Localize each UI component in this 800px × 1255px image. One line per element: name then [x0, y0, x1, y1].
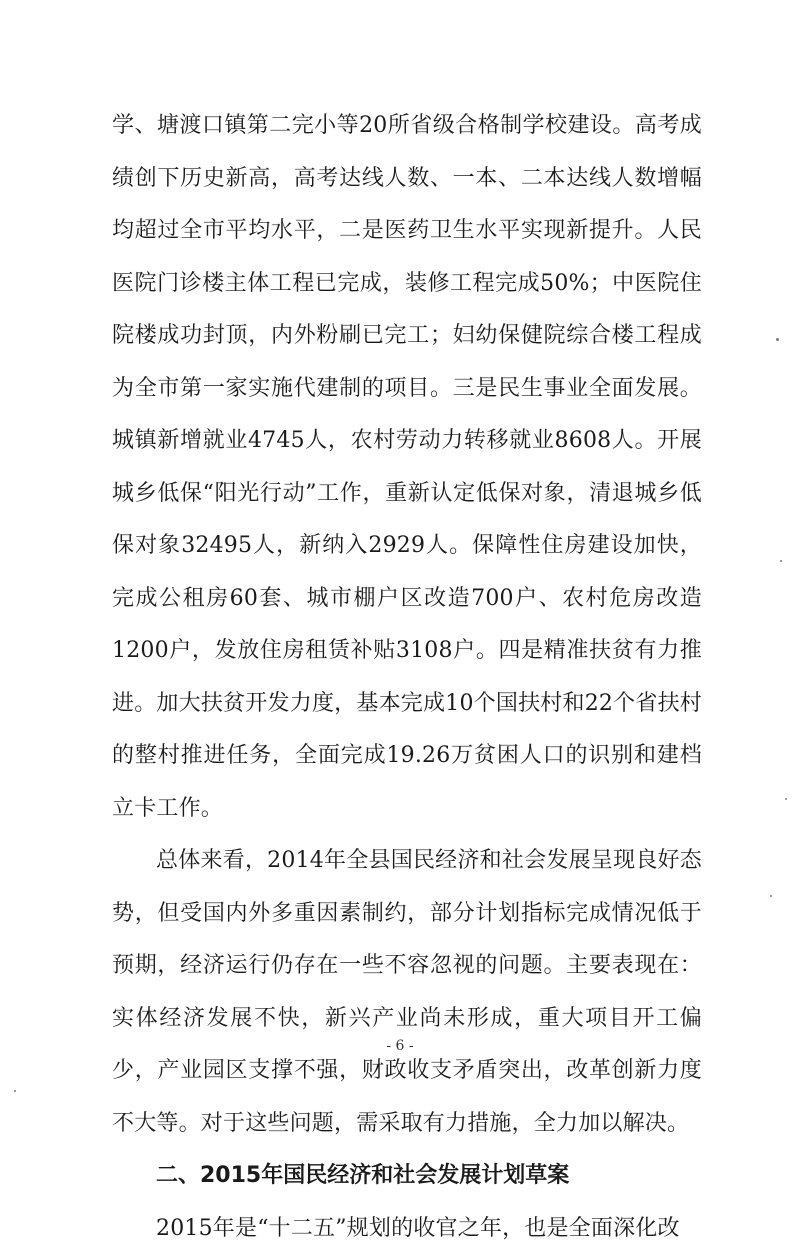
body-paragraph-1: 学、塘渡口镇第二完小等20所省级合格制学校建设。高考成绩创下历史新高，高考达线人数、一本、二本达线人数增幅均超过全市平均水平，二是医药卫生水平实现新提升。人民医院门诊楼主体工程已完成，装修工程完成50%；中医院住院楼成功封顶，内外粉刷已完工；妇幼保健院综合楼工程成为全市第一家实施代建制的项目。三是民生事业全面发展。城镇新增就业4745人，农村劳动力转移就业8608人。开展城乡低保“阳光行动”工作，重新认定低保对象，清退城乡低保对象32495人，新纳入2929人。保障性住房建设加快，完成公租房60套、城市棚户区改造700户、农村危房改造1200户，发放住房租赁补贴3108户。四是精准扶贫有力推进。加大扶贫开发力度，基本完成10个国扶村和22个省扶村的整村推进任务，全面完成19.26万贫困人口的识别和建档立卡工作。	[112, 100, 702, 835]
scan-speck	[776, 338, 779, 341]
scan-speck	[785, 798, 787, 800]
scan-speck	[14, 1090, 16, 1092]
body-paragraph-2: 总体来看，2014年全县国民经济和社会发展呈现良好态势，但受国内外多重因素制约，部分计划指标完成情况低于预期，经济运行仍存在一些不容忽视的问题。主要表现在：实体经济发展不快，新兴产业尚未形成，重大项目开工偏少，产业园区支撑不强，财政收支矛盾突出，改革创新力度不大等。对于这些问题，需采取有力措施，全力加以解决。	[112, 835, 702, 1150]
scan-speck	[770, 895, 772, 897]
section-heading: 二、2015年国民经济和社会发展计划草案	[112, 1150, 702, 1203]
scan-speck	[780, 560, 782, 562]
page-number: - 6 -	[0, 1038, 800, 1054]
body-paragraph-3: 2015年是“十二五”规划的收官之年，也是全面深化改	[112, 1203, 702, 1255]
document-body	[112, 100, 702, 1255]
